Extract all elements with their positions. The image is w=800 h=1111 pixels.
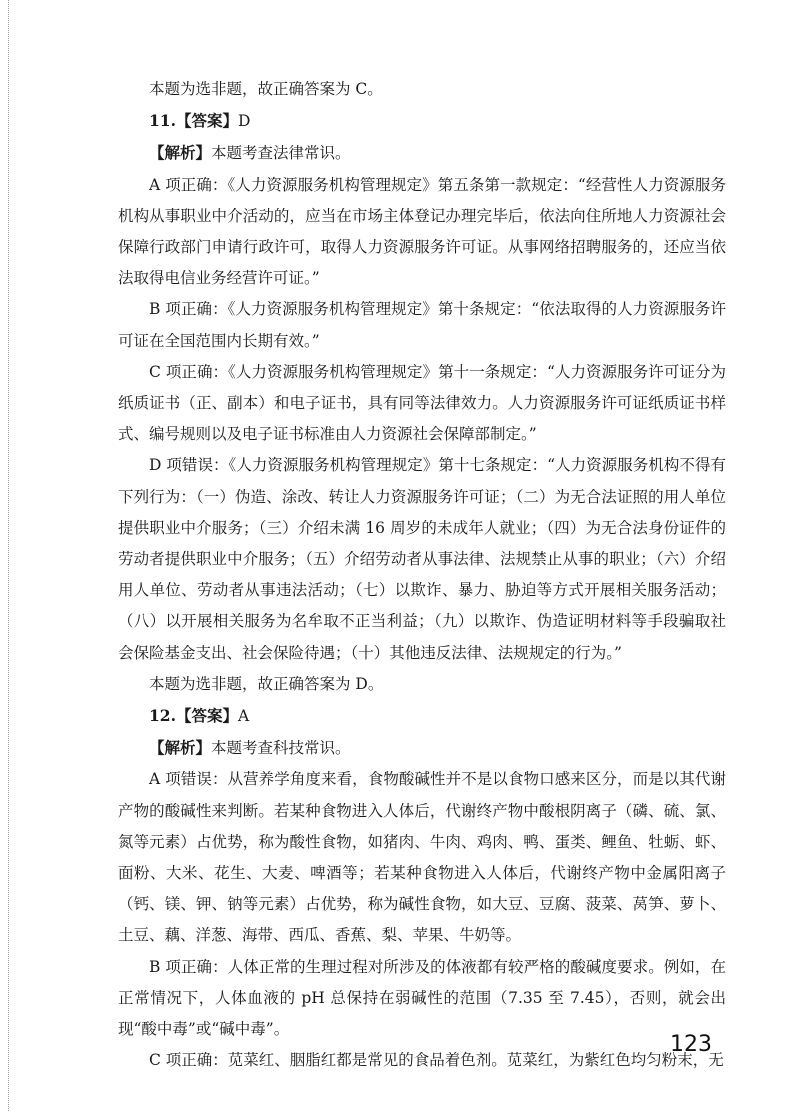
binding-margin-dots <box>8 0 9 1111</box>
paragraph <box>118 170 726 295</box>
paragraph-text: C 项正确：《人力资源服务机构管理规定》第十一条规定：“人力资源服务许可证分为纸质证书（正、副本）和电子证书，具有同等法律效力。人力资源服务许可证纸质证书样式、编号规则以及电子证书标准由人力资源社会保障部制定。” <box>118 362 726 444</box>
document-body <box>118 74 726 1077</box>
paragraph <box>118 732 726 764</box>
paragraph <box>118 294 726 356</box>
paragraph-text: D 项错误：《人力资源服务机构管理规定》第十七条规定：“人力资源服务机构不得有下列行为：（一）伪造、涂改、转让人力资源服务许可证；（二）为无合法证照的用人单位提供职业中介服务；（三）介绍未满 16 周岁的未成年人就业；（四）为无合法身份证件的劳动者提供职业中介服务；（五）介绍劳动者从事法律、法规禁止从事的职业；（六）介绍用人单位、劳动者从事违法活动；（七）以欺诈、暴力、胁迫等方式开展相关服务活动；（八）以开展相关服务为名牟取不正当利益；（九）以欺诈、伪造证明材料等手段骗取社会保险基金支出、社会保险待遇；（十）其他违反法律、法规规定的行为。” <box>118 456 726 662</box>
paragraph <box>118 450 726 668</box>
paragraph <box>118 669 726 700</box>
paragraph <box>118 74 726 105</box>
paragraph-text: B 项正确：人体正常的生理过程对所涉及的体液都有较严格的酸碱度要求。例如，在正常情况下，人体血液的 pH 总保持在弱碱性的范围（7.35 至 7.45），否则，就会出现“酸中毒”或“碱中毒”。 <box>118 957 726 1039</box>
paragraph-text: 本题考查法律常识。 <box>211 144 351 163</box>
paragraph-text: C 项正确：苋菜红、胭脂红都是常见的食品着色剂。苋菜红，为紫红色均匀粉末，无 <box>149 1051 724 1070</box>
paragraph <box>118 700 726 732</box>
paragraph-label: 12.【答案】 <box>149 706 238 726</box>
paragraph-text: A 项错误：从营养学角度来看，食物酸碱性并不是以食物口感来区分，而是以其代谢产物的酸碱性来判断。若某种食物进入人体后，代谢终产物中酸根阴离子（磷、硫、氯、氮等元素）占优势，称为酸性食物，如猪肉、牛肉、鸡肉、鸭、蛋类、鲤鱼、牡蛎、虾、面粉、大米、花生、大麦、啤酒等；若某种食物进入人体后，代谢终产物中金属阳离子（钙、镁、钾、钠等元素）占优势，称为碱性食物，如大豆、豆腐、菠菜、莴笋、萝卜、土豆、藕、洋葱、海带、西瓜、香蕉、梨、苹果、牛奶等。 <box>118 770 726 945</box>
paragraph <box>118 105 726 137</box>
paragraph-text: 本题考查科技常识。 <box>211 739 351 758</box>
paragraph-text: A 项正确：《人力资源服务机构管理规定》第五条第一款规定：“经营性人力资源服务机构从事职业中介活动的，应当在市场主体登记办理完毕后，依法向住所地人力资源社会保障行政部门申请行政许可，取得人力资源服务许可证。从事网络招聘服务的，还应当依法取得电信业务经营许可证。” <box>118 175 726 288</box>
paragraph <box>118 1045 726 1076</box>
paragraph-text: 本题为选非题，故正确答案为 D。 <box>149 674 384 693</box>
paragraph-text: 本题为选非题，故正确答案为 C。 <box>149 80 383 98</box>
paragraph <box>118 952 726 1046</box>
paragraph-label: 【解析】 <box>149 738 212 758</box>
paragraph-label: 11.【答案】 <box>149 111 238 131</box>
paragraph-text: D <box>237 112 251 131</box>
paragraph-text: B 项正确：《人力资源服务机构管理规定》第十条规定：“依法取得的人力资源服务许可证在全国范围内长期有效。” <box>118 300 726 350</box>
paragraph <box>118 137 726 169</box>
paragraph <box>118 357 726 451</box>
paragraph-label: 【解析】 <box>149 143 212 163</box>
page-number: 123 <box>670 1032 712 1057</box>
paragraph <box>118 764 726 951</box>
paragraph-text: A <box>237 707 250 726</box>
